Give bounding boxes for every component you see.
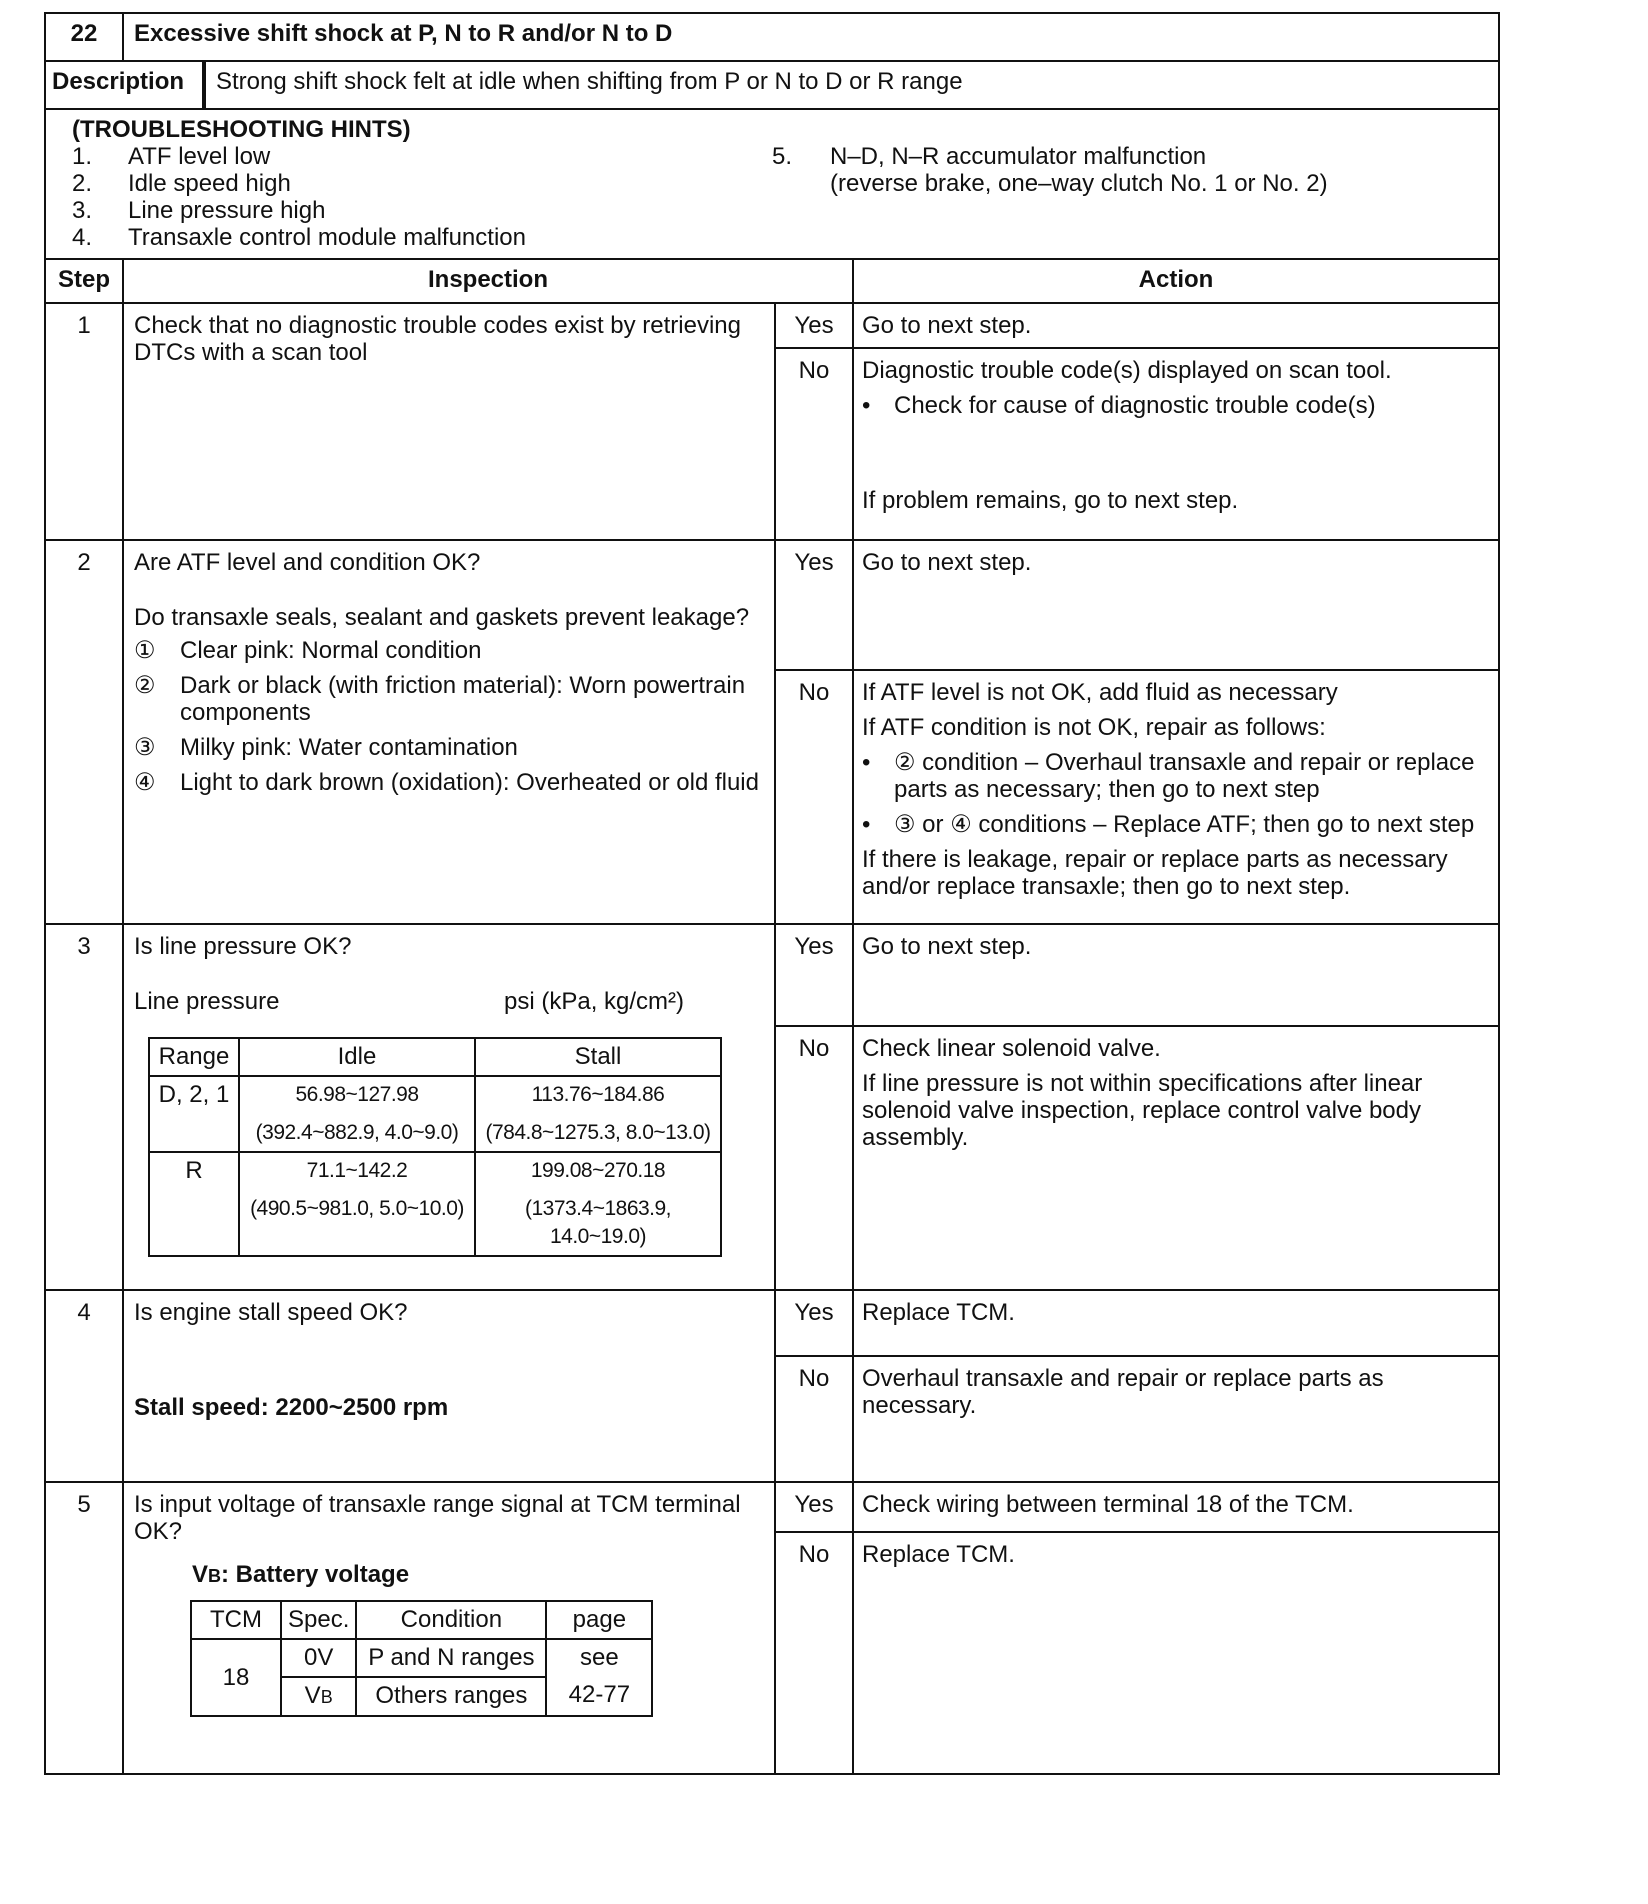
no-action-text: If there is leakage, repair or replace parts as necessary and/or replace transaxle; then go to next step. [862,846,1448,900]
yes-label: Yes [775,924,853,1026]
step-1-inspection: Check that no diagnostic trouble codes exist by retrieving DTCs with a scan tool [123,303,775,540]
condition-marker: ① [134,637,156,664]
page-cell: 42-77 [546,1677,652,1716]
no-label: No [775,1532,853,1774]
step-5-yes-action: Check wiring between terminal 18 of the TCM. [853,1482,1499,1532]
action-column-header: Action [853,259,1499,303]
no-action-bullet: ③ or ④ conditions – Replace ATF; then go to next step [894,811,1475,838]
idle-psi: 56.98~127.98 [295,1083,419,1106]
inspection-question: Is line pressure OK? [134,933,352,960]
condition-marker: ④ [134,769,156,796]
inspection-question: Is input voltage of transaxle range signal at TCM terminal OK? [134,1491,741,1545]
vb-subscript: B [320,1687,333,1707]
condition-text: Milky pink: Water contamination [180,734,518,761]
battery-voltage-note [192,1561,764,1590]
no-action-bullet: Check for cause of diagnostic trouble code(s) [894,392,1376,419]
hint-number: 1. [72,143,93,170]
troubleshooting-hints [45,109,1499,259]
page-header: page [546,1601,652,1639]
step-3-no-action [853,1026,1499,1290]
no-label: No [775,348,853,540]
condition-marker: ② [134,672,156,699]
idle-cell [239,1076,475,1152]
procedure-number: 22 [45,13,123,61]
vb-symbol: V [192,1561,209,1588]
no-label: No [775,1356,853,1482]
line-pressure-table [148,1037,722,1257]
step-2-yes-action: Go to next step. [853,540,1499,670]
no-action-text: If problem remains, go to next step. [862,487,1239,514]
hint-text: N–D, N–R accumulator malfunction [830,143,1207,170]
yes-label: Yes [775,1290,853,1356]
no-action-text: If ATF condition is not OK, repair as follows: [862,714,1326,741]
stall-psi: 199.08~270.18 [530,1159,666,1182]
step-number: 2 [45,540,123,924]
step-number: 3 [45,924,123,1290]
description-text: Strong shift shock felt at idle when shifting from P or N to D or R range [205,61,1499,109]
hint-text: Idle speed high [128,170,291,197]
step-3-yes-action: Go to next step. [853,924,1499,1026]
hint-number [772,170,830,197]
idle-kpa: (392.4~882.9, 4.0~9.0) [255,1121,459,1144]
bullet-icon: • [862,749,871,776]
stall-psi: 113.76~184.86 [531,1083,665,1106]
stall-header: Stall [475,1038,721,1076]
no-action-bullet: ② condition – Overhaul transaxle and repair or replace parts as necessary; then go to next step [894,749,1475,803]
no-action-text: If line pressure is not within specifications after linear solenoid valve inspection, replace control valve body assembly. [862,1070,1423,1151]
spec-header: Spec. [281,1601,356,1639]
step-5-inspection [123,1482,775,1774]
stall-kpa: (1373.4~1863.9, 14.0~19.0) [524,1197,672,1248]
condition-marker: ③ [134,734,156,761]
hint-text: ATF level low [128,143,271,170]
stall-speed-spec: Stall speed: 2200~2500 rpm [134,1394,449,1421]
vb-subscript: B [208,1566,222,1586]
description-label: Description [46,62,203,108]
step-5-no-action: Replace TCM. [853,1532,1499,1774]
tcm-terminal-table [190,1600,653,1717]
spec-cell: 0V [281,1639,356,1677]
hint-number: 5. [772,143,793,170]
no-action-text: If ATF level is not OK, add fluid as necessary [862,679,1338,706]
hint-number: 2. [72,170,93,197]
step-4-inspection [123,1290,775,1482]
vb-symbol: V [304,1682,321,1709]
hint-number: 3. [72,197,93,224]
stall-cell [475,1152,721,1256]
hint-number: 4. [72,224,93,251]
no-action-text: Check linear solenoid valve. [862,1035,1161,1062]
idle-kpa: (490.5~981.0, 5.0~10.0) [250,1197,464,1220]
step-number: 5 [45,1482,123,1774]
step-2-inspection [123,540,775,924]
spec-cell [281,1677,356,1716]
bullet-icon: • [862,392,871,419]
no-action-text: Diagnostic trouble code(s) displayed on scan tool. [862,357,1392,384]
step-2-no-action [853,670,1499,924]
line-pressure-label: Line pressure [134,988,280,1015]
stall-kpa: (784.8~1275.3, 8.0~13.0) [485,1121,711,1144]
troubleshooting-table [44,12,1500,1775]
hint-text: (reverse brake, one–way clutch No. 1 or No. 2) [830,170,1328,197]
no-label: No [775,670,853,924]
procedure-title: Excessive shift shock at P, N to R and/or N to D [123,13,1499,61]
inspection-question: Is engine stall speed OK? [134,1299,408,1326]
step-column-header: Step [45,259,123,303]
yes-label: Yes [775,1482,853,1532]
page-cell: see [546,1639,652,1677]
idle-header: Idle [239,1038,475,1076]
step-4-yes-action: Replace TCM. [853,1290,1499,1356]
troubleshooting-page [44,12,1498,1775]
condition-text: Light to dark brown (oxidation): Overheated or old fluid [180,769,759,796]
no-label: No [775,1026,853,1290]
condition-header: Condition [356,1601,546,1639]
vb-label: : Battery voltage [221,1561,410,1588]
stall-cell [475,1076,721,1152]
step-1-yes-action: Go to next step. [853,303,1499,348]
bullet-icon: • [862,811,871,838]
inspection-question: Do transaxle seals, sealant and gaskets prevent leakage? [134,604,750,631]
hint-text: Line pressure high [128,197,326,224]
hint-text: Transaxle control module malfunction [128,224,526,251]
step-1-no-action [853,348,1499,540]
step-number: 4 [45,1290,123,1482]
condition-cell: P and N ranges [356,1639,546,1677]
range-cell: R [149,1152,239,1256]
hints-title: (TROUBLESHOOTING HINTS) [72,116,411,143]
condition-cell: Others ranges [356,1677,546,1716]
range-header: Range [149,1038,239,1076]
step-4-no-action: Overhaul transaxle and repair or replace parts as necessary. [853,1356,1499,1482]
yes-label: Yes [775,540,853,670]
inspection-question: Are ATF level and condition OK? [134,549,481,576]
yes-label: Yes [775,303,853,348]
range-cell: D, 2, 1 [149,1076,239,1152]
step-3-inspection [123,924,775,1290]
idle-cell [239,1152,475,1256]
tcm-header: TCM [191,1601,281,1639]
idle-psi: 71.1~142.2 [306,1159,408,1182]
tcm-terminal: 18 [191,1639,281,1716]
line-pressure-unit: psi (kPa, kg/cm²) [504,988,685,1015]
condition-text: Dark or black (with friction material): Worn powertrain components [180,672,746,726]
inspection-column-header: Inspection [123,259,853,303]
condition-text: Clear pink: Normal condition [180,637,482,664]
step-number: 1 [45,303,123,540]
